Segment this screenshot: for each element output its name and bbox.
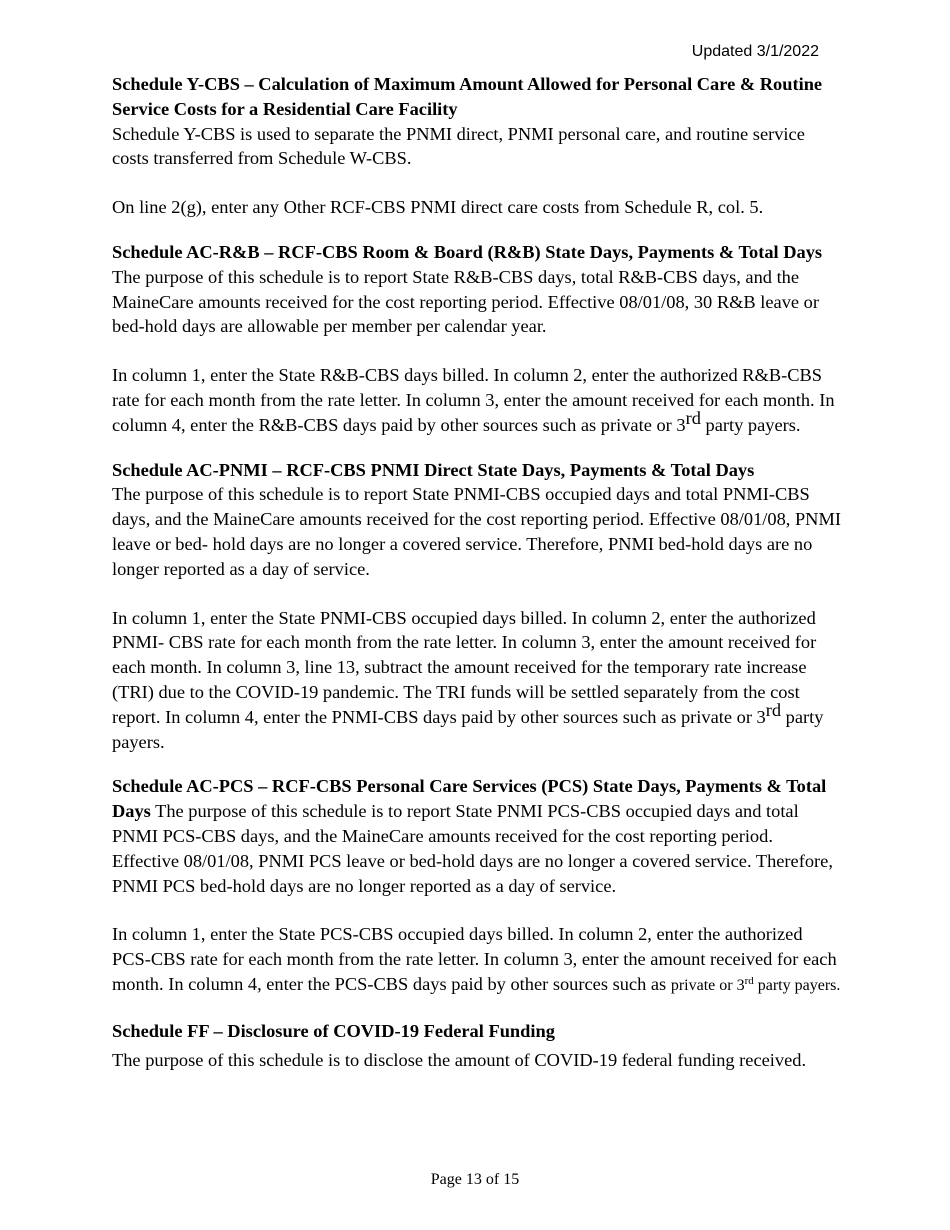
- schedule-ac-rb-body: The purpose of this schedule is to report State R&B-CBS days, total R&B-CBS days, and the MaineCare amounts received for the cost reporting period. Effective 08/01/08, 30 R&B leave or bed-hold days are allowable per member per calendar year.: [112, 266, 819, 337]
- schedule-ac-pcs-heading: Schedule AC-PCS – RCF-CBS Personal Care Services (PCS) State Days, Payments & Total Days: [112, 776, 827, 822]
- document-body: [112, 72, 842, 1072]
- schedule-ac-pcs-columns-end: party payers.: [753, 976, 841, 994]
- page-number: Page 13 of 15: [430, 1171, 520, 1188]
- ordinal-suffix: rd: [744, 974, 754, 987]
- schedule-ac-pnmi-body: The purpose of this schedule is to report State PNMI-CBS occupied days and total PNMI-CBS days, and the MaineCare amounts received for the cost reporting period. Effective 08/01/08, PNMI leave or bed- hold days are no longer a covered service. Therefore, PNMI bed-hold days are no longer reported as a day of service.: [112, 484, 841, 579]
- schedule-ac-pcs-body: The purpose of this schedule is to report State PNMI PCS-CBS occupied days and total PNMI PCS-CBS days, and the MaineCare amounts received for the cost reporting period. Effective 08/01/08, PNMI PCS leave or bed-hold days are no longer a covered service. Therefore, PNMI PCS bed-hold days are no longer reported as a day of service.: [112, 801, 833, 896]
- schedule-y-cbs-line2g: On line 2(g), enter any Other RCF-CBS PNMI direct care costs from Schedule R, col. 5.: [112, 197, 764, 218]
- schedule-y-cbs-heading: Schedule Y-CBS – Calculation of Maximum Amount Allowed for Personal Care & Routine Service Costs for a Residential Care Facility: [112, 74, 823, 119]
- schedule-ac-pcs-columns-text: In column 1, enter the State PCS-CBS occupied days billed. In column 2, enter the authorized PCS-CBS rate for each month from the rate letter. In column 3, enter the amount received for each month. In column 4, enter the PCS-CBS days paid by other sources such as: [112, 924, 837, 994]
- schedule-ac-pcs-columns-small: [670, 974, 841, 994]
- schedule-ac-pnmi-columns-end: party payers.: [112, 706, 824, 752]
- schedule-ac-rb-columns-end: party payers.: [700, 414, 801, 435]
- schedule-ac-pcs-columns: [112, 922, 842, 998]
- ordinal-suffix: rd: [685, 407, 701, 428]
- schedule-ac-pnmi-columns: [112, 606, 842, 755]
- schedule-ac-rb-columns-text: In column 1, enter the State R&B-CBS days billed. In column 2, enter the authorized R&B-CBS rate for each month from the rate letter. In column 3, enter the amount received for each month. In column 4, enter the R&B-CBS days paid by other sources such as private or 3: [112, 365, 835, 435]
- schedule-y-cbs-body: Schedule Y-CBS is used to separate the PNMI direct, PNMI personal care, and routine service costs transferred from Schedule W-CBS.: [112, 123, 805, 169]
- schedule-ff-body: The purpose of this schedule is to disclose the amount of COVID-19 federal funding received.: [112, 1049, 807, 1070]
- schedule-ac-pnmi-heading: Schedule AC-PNMI – RCF-CBS PNMI Direct State Days, Payments & Total Days: [112, 459, 755, 480]
- schedule-ac-rb-columns: [112, 363, 842, 437]
- schedule-ac-pcs-columns-small-text: private or 3: [670, 976, 745, 994]
- schedule-ac-rb-heading: Schedule AC-R&B – RCF-CBS Room & Board (R&B) State Days, Payments & Total Days: [112, 241, 823, 262]
- schedule-ac-pcs-paragraph: [112, 774, 842, 898]
- schedule-ff-heading: Schedule FF – Disclosure of COVID-19 Federal Funding: [112, 1020, 555, 1041]
- schedule-ac-pnmi-columns-text: In column 1, enter the State PNMI-CBS occupied days billed. In column 2, enter the authorized PNMI- CBS rate for each month from the rate letter. In column 3, enter the amount received for each month. In column 3, line 13, subtract the amount received for the temporary rate increase (TRI) due to the COVID-19 pandemic. The TRI funds will be settled separately from the cost report. In column 4, enter the PNMI-CBS days paid by other sources such as private or 3: [112, 607, 817, 727]
- ordinal-suffix: rd: [765, 699, 782, 720]
- updated-date: Updated 3/1/2022: [691, 43, 819, 60]
